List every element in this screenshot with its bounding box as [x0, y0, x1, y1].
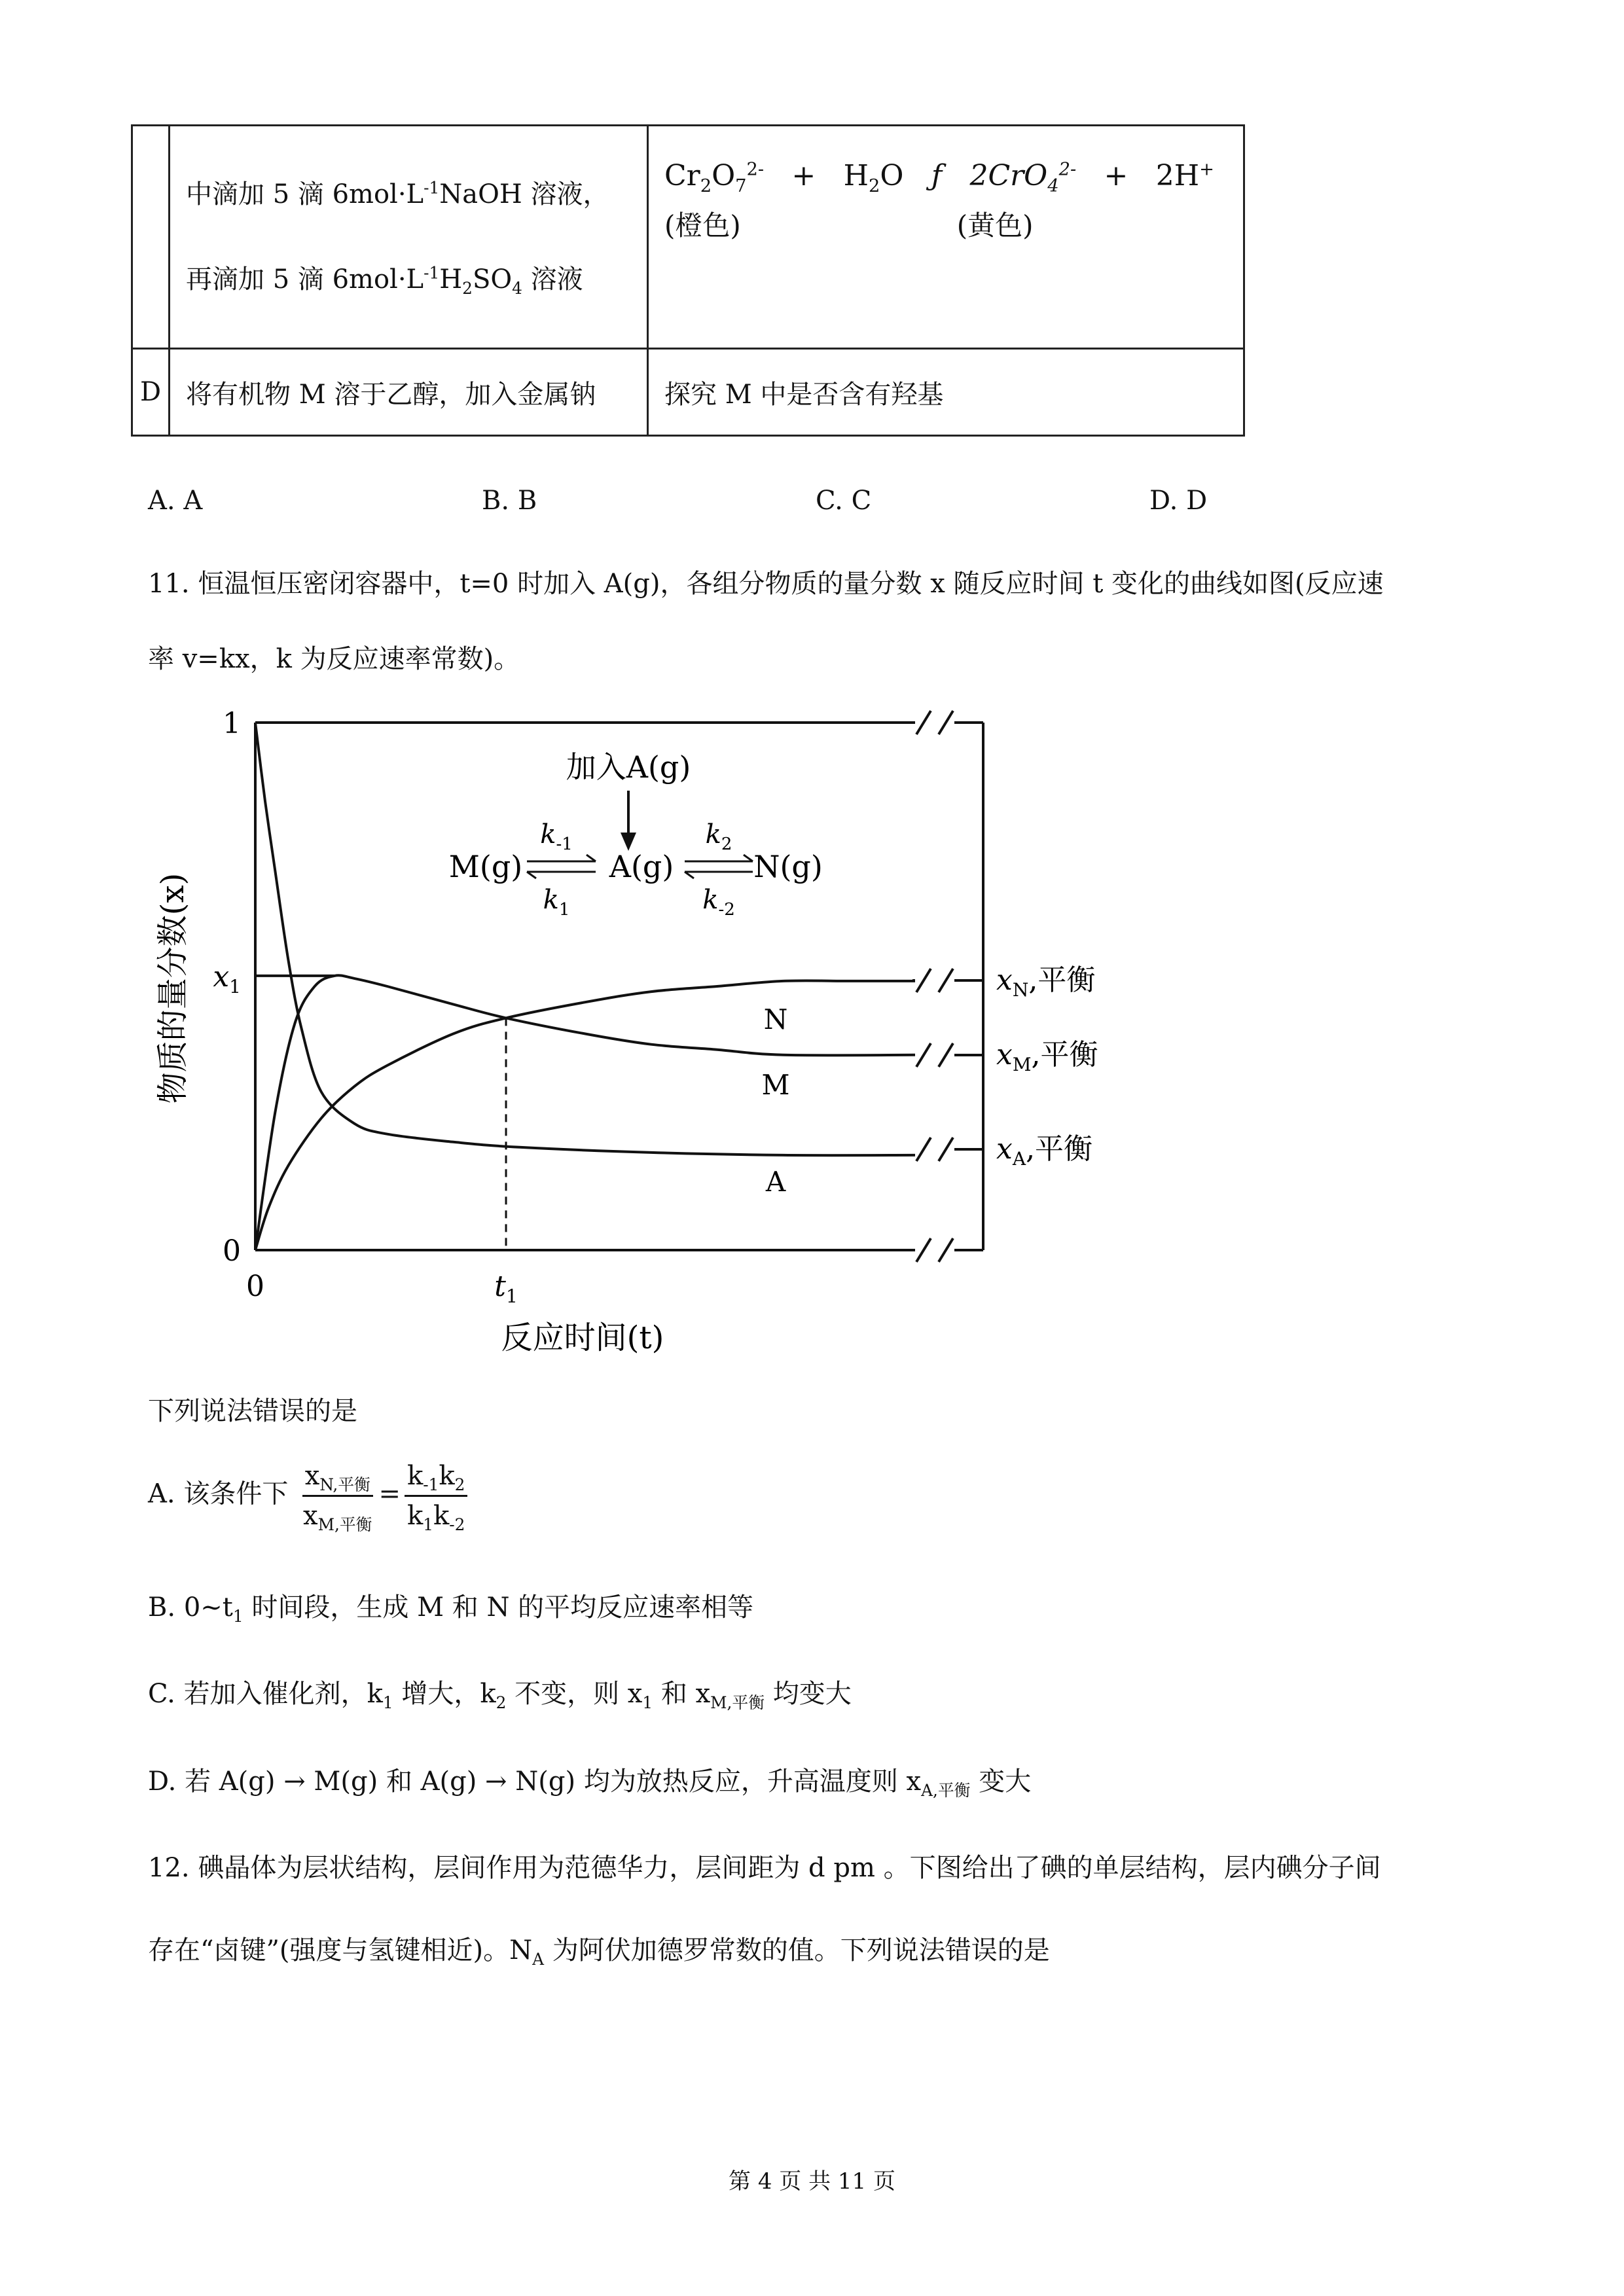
- equilibrium-arrow: ƒ: [931, 159, 943, 192]
- equilibrium-label-m: $x_M$,平衡: [996, 1038, 1098, 1075]
- k1-label: $k_1$: [543, 885, 570, 920]
- purpose-cell: 探究 M 中是否含有羟基: [648, 349, 1244, 436]
- k2-label: $k_2$: [705, 819, 732, 854]
- q10-option-a: A. A: [148, 486, 203, 516]
- row-label: [132, 126, 170, 349]
- orange-label: (橙色): [664, 209, 741, 242]
- q10-option-d: D. D: [1149, 486, 1208, 516]
- axis-break-top: [916, 711, 953, 734]
- equation-cell: [648, 126, 1244, 349]
- q11-option-c: C. 若加入催化剂，$k_1$ 增大，$k_2$ 不变，则 $x_1$ 和 $x_{M,平衡}$ 均变大: [148, 1679, 852, 1712]
- y-axis-title: 物质的量分数(x): [154, 872, 191, 1104]
- q12-line2: 存在“卤键”(强度与氢键相近)。$N_A$ 为阿伏加德罗常数的值。下列说法错误的是: [148, 1935, 1050, 1969]
- page-footer: 第 4 页 共 11 页: [729, 2168, 895, 2195]
- y-tick-0: 0: [223, 1234, 241, 1268]
- mole-fraction-chart: [131, 694, 1152, 1368]
- reaction-scheme: [449, 749, 823, 920]
- y-tick-x1: $x_1$: [213, 960, 241, 997]
- k-minus2-label: $k_{-2}$: [702, 885, 735, 920]
- series-a-curve: [255, 723, 915, 1155]
- scheme-m: M(g): [448, 849, 523, 884]
- x-tick-0: 0: [246, 1270, 264, 1303]
- add-arrow-head: [621, 833, 636, 851]
- equilibrium-label-a: $x_A$,平衡: [996, 1132, 1093, 1170]
- x-axis-title: 反应时间(t): [501, 1319, 664, 1356]
- fraction-k: $\frac{k_{-1}k_2}{k_1k_{-2}}$: [405, 1461, 467, 1531]
- axis-break-bottom: [916, 1238, 953, 1262]
- y-tick-1: 1: [223, 707, 241, 740]
- series-label-m: M: [761, 1069, 790, 1101]
- q11-option-a: A. 该条件下 $\frac{x_{N,平衡}}{x_{M,平衡}}$ = $\frac{k_{-1}k_2}{k_1k_{-2}}$: [148, 1461, 471, 1531]
- series-n-curve: [255, 980, 915, 1250]
- series-m-curve: [255, 975, 915, 1250]
- yellow-label: (黄色): [956, 209, 1034, 242]
- scheme-a: A(g): [609, 849, 674, 884]
- experiment-table: [131, 124, 1245, 437]
- q11-option-b: B. $0\sim t_1$ 时间段，生成 M 和 N 的平均反应速率相等: [148, 1592, 754, 1626]
- series-label-a: A: [765, 1166, 786, 1198]
- row-label: D: [132, 349, 170, 436]
- chromate-equation: $Cr_2O_7^{2-}$ + $H_2O$ ƒ 2CrO$_4^{2-}$ + 2H+: [664, 159, 1214, 196]
- table-row: [132, 349, 1244, 436]
- q10-option-b: B. B: [482, 486, 537, 516]
- k-minus1-label: $k_{-1}$: [540, 819, 573, 854]
- series-breaks: [912, 969, 983, 1161]
- procedure-cell: 将有机物 M 溶于乙醇，加入金属钠: [170, 349, 648, 436]
- q12-line1: 12. 碘晶体为层状结构，层间作用为范德华力，层间距为 d pm 。下图给出了碘的单层结构，层内碘分子间: [148, 1853, 1381, 1883]
- series-label-n: N: [763, 1003, 788, 1035]
- procedure-cell: 中滴加 5 滴 $6mol\cdot L^{-1}NaOH$ 溶液， 再滴加 5 滴 $6mol\cdot L^{-1}H_2SO_4$ 溶液: [170, 126, 648, 349]
- q11-line2: 率 v=kx，k 为反应速率常数)。: [148, 644, 520, 674]
- table-row: [132, 126, 1244, 349]
- q10-option-c: C. C: [816, 486, 872, 516]
- equilibrium-label-n: $x_N$,平衡: [996, 963, 1096, 1001]
- q11-line1: 11. 恒温恒压密闭容器中，t=0 时加入 A(g)，各组分物质的量分数 x 随反应时间 t 变化的曲线如图(反应速: [148, 569, 1384, 599]
- fraction-x: $\frac{x_{N,平衡}}{x_{M,平衡}}$: [303, 1461, 372, 1534]
- q11-prompt: 下列说法错误的是: [148, 1396, 357, 1426]
- add-a-label: 加入A(g): [566, 749, 691, 785]
- x-tick-t1: $t_1$: [494, 1270, 518, 1307]
- q11-option-d: D. 若 A(g) → M(g) 和 A(g) → N(g) 均为放热反应，升高温度则 $x_{A,平衡}$ 变大: [148, 1767, 1032, 1800]
- scheme-n: N(g): [753, 849, 823, 884]
